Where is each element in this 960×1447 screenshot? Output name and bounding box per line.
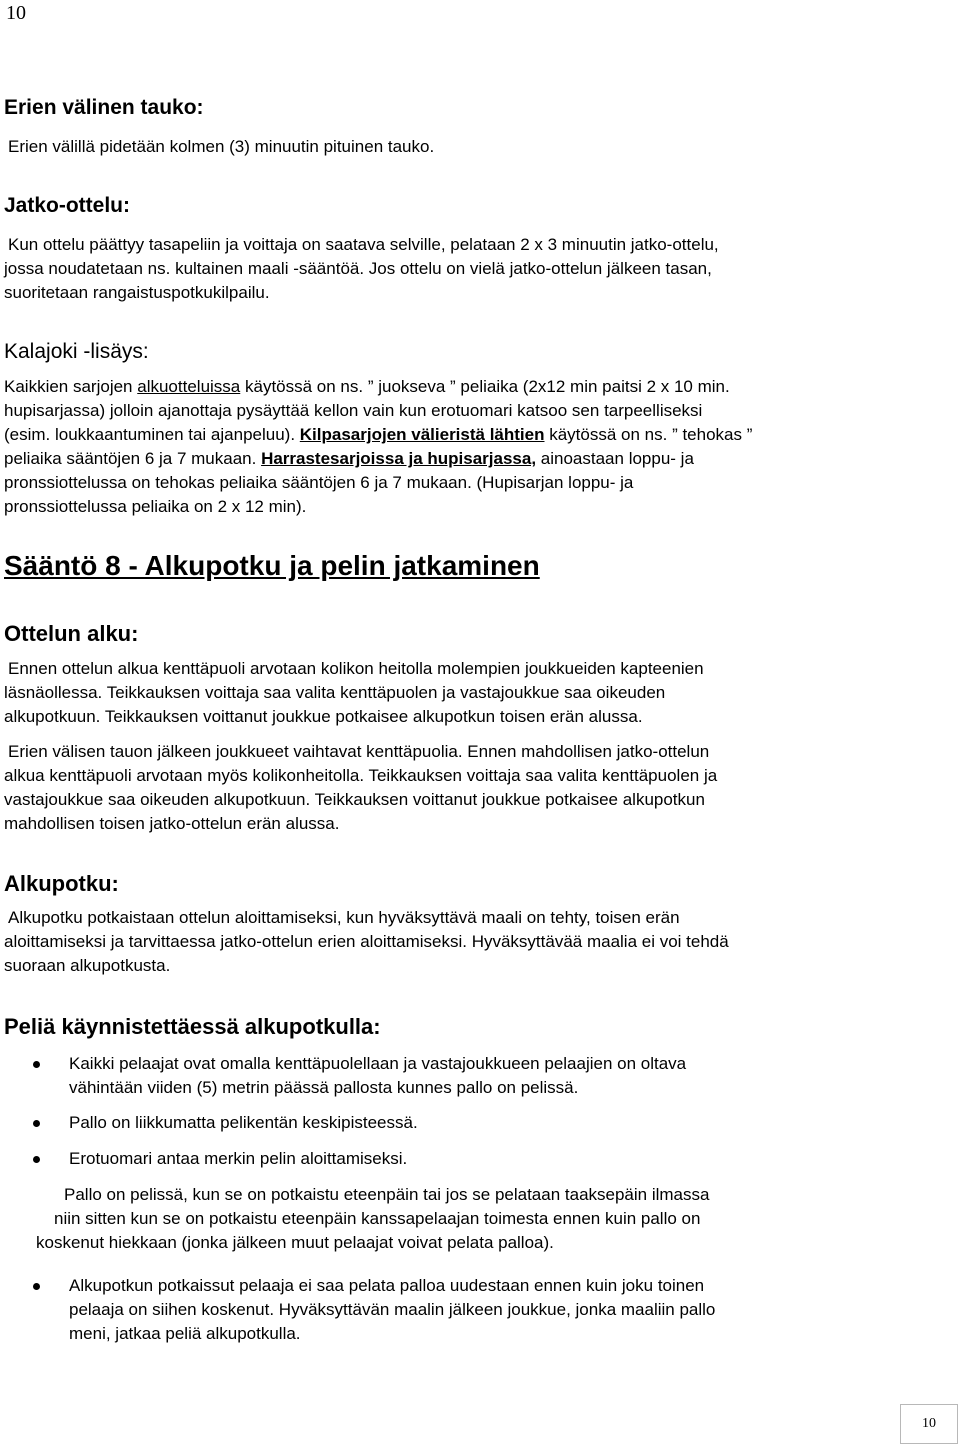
text-line: läsnäollessa. Teikkauksen voittaja saa valita kenttäpuolen ja vastajoukkue saa oikeuden: [4, 683, 666, 702]
text-span: peliaika sääntöjen 6 ja 7 mukaan.: [4, 449, 262, 468]
text-line: mahdollisen toisen jatko-ottelun erän alussa.: [4, 814, 340, 833]
text-line: Kun ottelu päättyy tasapeliin ja voittaja on saatava selville, pelataan 2 x 3 minuutin jatko-ottelu,: [8, 235, 719, 254]
paragraph-ottelun-alku-1: [4, 657, 704, 729]
text-line: pelaaja on siihen koskenut. Hyväksyttävän maalin jälkeen joukkue, jonka maaliin pallo: [69, 1300, 716, 1319]
bullet-icon: [33, 1283, 40, 1290]
text-line: Ennen ottelun alkua kenttäpuoli arvotaan kolikon heitolla molempien joukkueiden kapteenien: [8, 659, 704, 678]
text-line: Kaikki pelaajat ovat omalla kenttäpuolellaan ja vastajoukkueen pelaajien on oltava: [69, 1054, 687, 1073]
text-span: (esim. loukkaantuminen tai ajanpeluu).: [4, 425, 300, 444]
text-span: käytössä on ns. ” tehokas ”: [544, 425, 753, 444]
bullet-icon: [33, 1156, 40, 1163]
text-line: suoritetaan rangaistuspotkukilpailu.: [4, 283, 270, 302]
page-number-label: 10: [922, 1416, 936, 1431]
text-line: [4, 375, 752, 399]
bullet-icon: [33, 1061, 40, 1068]
page-number-top: 10: [6, 2, 26, 24]
heading-erien-valinen-tauko: Erien välinen tauko:: [4, 96, 204, 119]
rule-8-title: Sääntö 8 - Alkupotku ja pelin jatkaminen: [4, 550, 540, 581]
list-item: [69, 1111, 418, 1135]
text-line: Erien välisen tauon jälkeen joukkueet vaihtavat kenttäpuolia. Ennen mahdollisen jatko-ottelun: [8, 742, 710, 761]
paragraph-ottelun-alku-2: [4, 740, 717, 836]
text-line: Pallo on pelissä, kun se on potkaistu eteenpäin tai jos se pelataan taaksepäin ilmassa: [64, 1185, 710, 1204]
text-line: vastajoukkue saa oikeuden alkupotkuun. Teikkauksen voittanut joukkue potkaisee alkupotkun: [4, 790, 705, 809]
text-line: meni, jatkaa peliä alkupotkulla.: [69, 1324, 301, 1343]
bold-underlined-text: Kilpasarjojen välieristä lähtien: [299, 425, 545, 444]
paragraph-tauko: Erien välillä pidetään kolmen (3) minuutin pituinen tauko.: [8, 137, 435, 156]
heading-pelia-kaynnistettaessa: Peliä käynnistettäessä alkupotkulla:: [4, 1014, 381, 1039]
underlined-text: alkuotteluissa: [137, 377, 241, 396]
page-number-box: [900, 1404, 958, 1444]
text-line: suoraan alkupotkusta.: [4, 956, 171, 975]
text-line: Erotuomari antaa merkin pelin aloittamiseksi.: [69, 1149, 408, 1168]
text-line: Pallo on liikkumatta pelikentän keskipisteessä.: [69, 1113, 418, 1132]
list-item: [69, 1147, 407, 1171]
paragraph-pallo-pelissa: [0, 1183, 880, 1255]
text-line: alkua kenttäpuoli arvotaan myös kolikonheitolla. Teikkauksen voittaja saa valita kenttäpuolen ja: [4, 766, 718, 785]
text-line: vähintään viiden (5) metrin päässä pallosta kunnes pallo on pelissä.: [69, 1078, 579, 1097]
text-line: pronssiottelussa on tehokas peliaika sääntöjen 6 ja 7 mukaan. (Hupisarjan loppu- ja: [4, 473, 634, 492]
heading-ottelun-alku: Ottelun alku:: [4, 621, 139, 646]
text-line: aloittamiseksi ja tarvittaessa jatko-ottelun erien aloittamiseksi. Hyväksyttävää maalia ei voi tehdä: [4, 932, 729, 951]
text-span: käytössä on ns. ” juokseva ” peliaika (2x12 min paitsi 2 x 10 min.: [240, 377, 730, 396]
text-line: Alkupotku potkaistaan ottelun aloittamiseksi, kun hyväksyttävä maali on tehty, toisen erän: [8, 908, 680, 927]
paragraph-alkupotku: [4, 906, 729, 978]
list-item: [69, 1052, 686, 1100]
text-line: hupisarjassa) jolloin ajanottaja pysäyttää kellon vain kun erotuomari katsoo sen tarpeelliseksi: [4, 401, 703, 420]
list-item: [69, 1274, 715, 1346]
heading-kalajoki-lisays: Kalajoki -lisäys:: [4, 340, 149, 363]
bold-underlined-text: Harrastesarjoissa ja hupisarjassa,: [261, 449, 537, 468]
heading-jatko-ottelu: Jatko-ottelu:: [4, 194, 130, 217]
text-span: Kaikkien sarjojen: [4, 377, 138, 396]
text-line: [4, 447, 752, 471]
bullet-icon: [33, 1120, 40, 1127]
text-line: alkupotkuun. Teikkauksen voittanut joukkue potkaisee alkupotkun toisen erän alussa.: [4, 707, 643, 726]
paragraph-jatko-ottelu: [4, 233, 719, 305]
text-line: koskenut hiekkaan (jonka jälkeen muut pelaajat voivat pelata palloa).: [36, 1233, 554, 1252]
text-span: ainoastaan loppu- ja: [536, 449, 694, 468]
heading-alkupotku: Alkupotku:: [4, 871, 119, 896]
text-line: niin sitten kun se on potkaistu eteenpäin kanssapelaajan toimesta ennen kuin pallo on: [54, 1209, 701, 1228]
text-line: pronssiottelussa peliaika on 2 x 12 min).: [4, 497, 307, 516]
paragraph-kalajoki: [4, 375, 752, 519]
text-line: jossa noudatetaan ns. kultainen maali -sääntöä. Jos ottelu on vielä jatko-ottelun jälkeen tasan,: [4, 259, 712, 278]
text-line: Alkupotkun potkaissut pelaaja ei saa pelata palloa uudestaan ennen kuin joku toinen: [69, 1276, 705, 1295]
text-line: [4, 423, 752, 447]
